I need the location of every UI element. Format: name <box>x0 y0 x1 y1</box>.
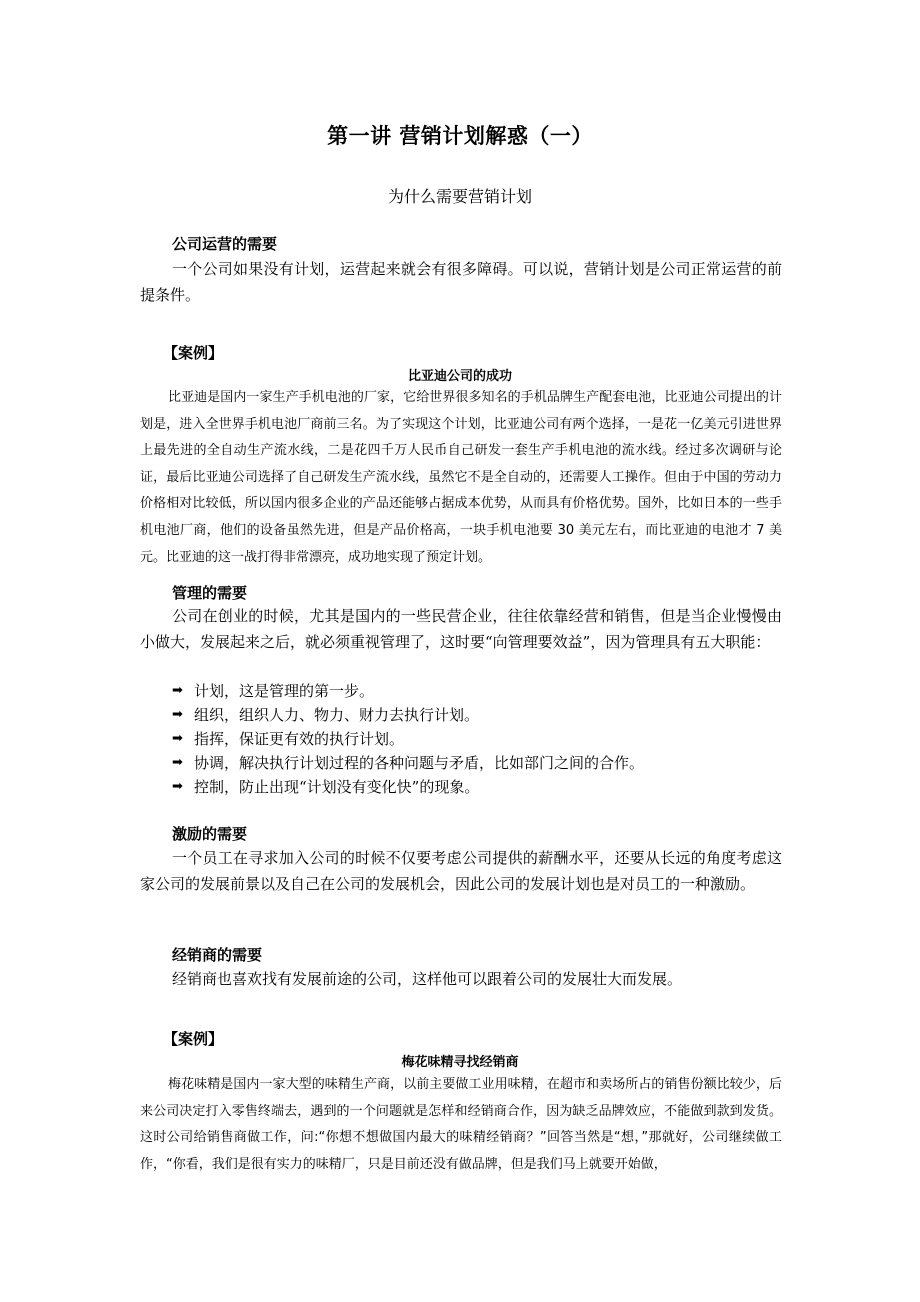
section-heading-motivation: 激励的需要 <box>172 825 248 843</box>
right-arrow-icon: ➡ <box>172 706 183 722</box>
section-body-management: 公司在创业的时候，尤其是国内的一些民营企业，往往依靠经营和销售，但是当企业慢慢由小做大，发展起来之后，就必须重视管理了，这时要“向管理要效益”，因为管理具有五大职能： <box>140 607 782 651</box>
case-label-1: 【案例】 <box>163 344 224 362</box>
list-item <box>172 678 792 702</box>
case-title-2: 梅花味精寻找经销商 <box>401 1055 519 1070</box>
case-body-2: 梅花味精是国内一家大型的味精生产商，以前主要做工业用味精，在超市和卖场所占的销售份额比较少，后来公司决定打入零售终端去，遇到的一个问题就是怎样和经销商合作，因为缺乏品牌效应，不能做到款到发货。这时公司给销售商做工作，问:“你想不想做国内最大的味精经销商？”回答当然是“想，”那就好，公司继续做工作，“你看，我们是很有实力的味精厂，只是目前还没有做品牌，但是我们马上就要开始做， <box>140 1077 782 1172</box>
right-arrow-icon: ➡ <box>172 778 183 794</box>
management-functions-list <box>172 678 792 798</box>
list-item <box>172 702 792 726</box>
case-body-1: 比亚迪是国内一家生产手机电池的厂家，它给世界很多知名的手机品牌生产配套电池，比亚迪公司提出的计划是，进入全世界手机电池厂商前三名。为了实现这个计划，比亚迪公司有两个选择，一是花一亿美元引进世界上最先进的全自动生产流水线，二是花四千万人民币自己研发一套生产手机电池的流水线。经过多次调研与论证，最后比亚迪公司选择了自己研发生产流水线，虽然它不是全自动的，还需要人工操作。但由于中国的劳动力价格相对比较低，所以国内很多企业的产品还能够占据成本优势，从而具有价格优势。国外，比如日本的一些手机电池厂商，他们的设备虽然先进，但是产品价格高，一块手机电池要 30 美元左右，而比亚迪的电池才 7 美元。比亚迪的这一战打得非常漂亮，成功地实现了预定计划。 <box>140 390 782 565</box>
list-item-text: 控制，防止出现“计划没有变化快”的现象。 <box>194 777 480 796</box>
section-heading-management: 管理的需要 <box>172 584 248 602</box>
case-title-1: 比亚迪公司的成功 <box>407 369 512 384</box>
list-item <box>172 750 792 774</box>
section-body-dealer: 经销商也喜欢找有发展前途的公司，这样他可以跟着公司的发展壮大而发展。 <box>172 970 683 988</box>
list-item-text: 指挥，保证更有效的执行计划。 <box>194 729 405 748</box>
case-label-2: 【案例】 <box>163 1030 224 1048</box>
list-item-text: 组织，组织人力、物力、财力去执行计划。 <box>194 705 480 724</box>
list-item-text: 协调，解决执行计划过程的各种问题与矛盾，比如部门之间的合作。 <box>194 753 645 772</box>
section-body-operation: 一个公司如果没有计划，运营起来就会有很多障碍。可以说，营销计划是公司正常运营的前提条件。 <box>140 260 782 304</box>
list-item <box>172 774 792 798</box>
section-heading-operation: 公司运营的需要 <box>172 235 278 253</box>
list-item-text: 计划，这是管理的第一步。 <box>194 681 375 700</box>
section-body-motivation: 一个员工在寻求加入公司的时候不仅要考虑公司提供的薪酬水平，还要从长远的角度考虑这家公司的发展前景以及自己在公司的发展机会，因此公司的发展计划也是对员工的一种激励。 <box>140 849 782 893</box>
list-item <box>172 726 792 750</box>
section-heading-dealer: 经销商的需要 <box>172 946 263 964</box>
page-subtitle: 为什么需要营销计划 <box>387 187 532 206</box>
right-arrow-icon: ➡ <box>172 730 183 746</box>
right-arrow-icon: ➡ <box>172 682 183 698</box>
right-arrow-icon: ➡ <box>172 754 183 770</box>
page-title: 第一讲 营销计划解惑（一） <box>327 124 593 148</box>
